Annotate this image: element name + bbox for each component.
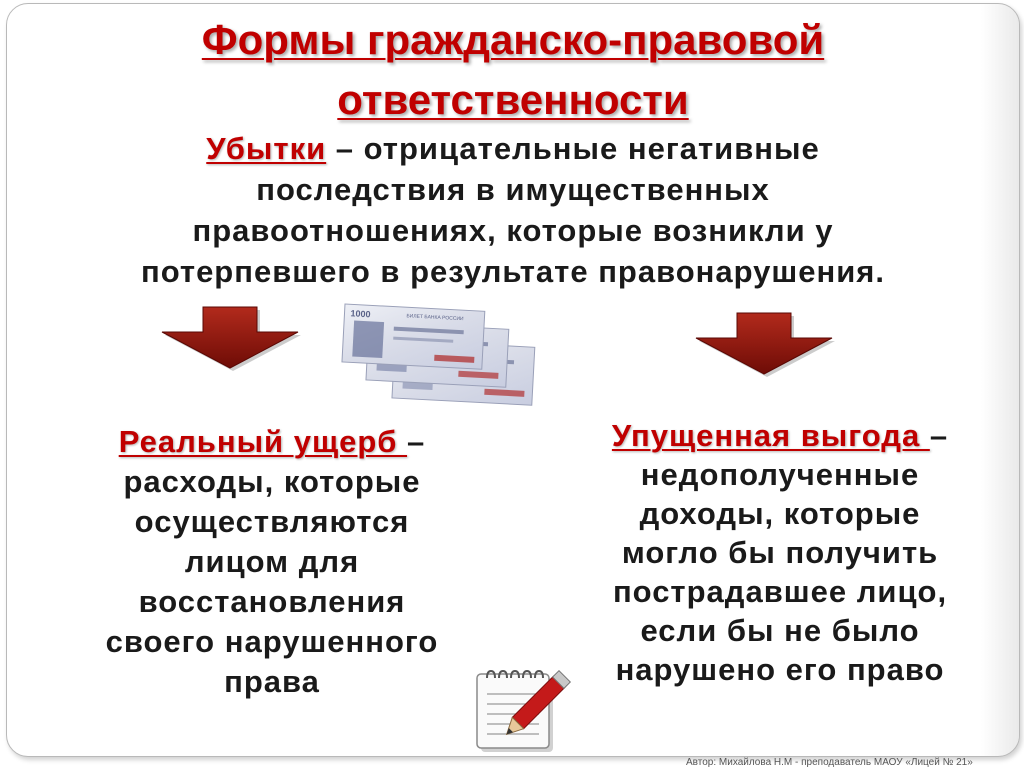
slide-title (7, 10, 1019, 130)
slide (6, 3, 1020, 757)
lost-profit-line-4: пострадавшее лицо, (612, 574, 948, 609)
lost-profit-dash: – (929, 418, 949, 453)
lost-profit-line-1: недополученные (640, 457, 920, 492)
definition-line-1: – отрицательные негативные (326, 131, 820, 166)
definition-line-2: последствия в имущественных (256, 172, 770, 207)
real-damage-line-1: расходы, которые (123, 464, 421, 499)
lost-profit-line-5: если бы не было (640, 613, 920, 648)
lost-profit-line-3: могло бы получить (621, 535, 939, 570)
real-damage-dash: – (407, 424, 426, 459)
lost-profit-line-6: нарушено его право (615, 652, 945, 687)
real-damage-line-6: права (224, 664, 320, 699)
notepad-pencil-icon (473, 668, 577, 756)
banknote-denomination: 1000 (350, 308, 371, 320)
title-line-2: ответственности (337, 76, 689, 123)
real-damage-line-5: своего нарушенного (105, 624, 439, 659)
down-arrow-icon-right (689, 310, 839, 378)
lost-profit-block (565, 416, 995, 689)
definition-line-4: потерпевшего в результате правонарушения. (141, 254, 885, 289)
definition-line-3: правоотношениях, которые возникли у (192, 213, 834, 248)
down-arrow-icon-left (155, 304, 305, 372)
real-damage-block (45, 422, 499, 702)
author-footer: Автор: Михайлова Н.М - преподаватель МАОУ «Лицей № 21» (686, 757, 973, 768)
real-damage-line-3: лицом для (184, 544, 360, 579)
definition-term: Убытки (206, 131, 327, 166)
definition-block (37, 128, 989, 292)
real-damage-term: Реальный ущерб (118, 424, 408, 459)
banknotes-image (341, 300, 549, 412)
lost-profit-term: Упущенная выгода (611, 418, 930, 453)
title-line-1: Формы гражданско-правовой (201, 16, 825, 63)
lost-profit-line-2: доходы, которые (639, 496, 921, 531)
real-damage-line-2: осуществляются (134, 504, 410, 539)
real-damage-line-4: восстановления (138, 584, 406, 619)
banknote-bank: БИЛЕТ БАНКА РОССИИ (406, 313, 464, 323)
